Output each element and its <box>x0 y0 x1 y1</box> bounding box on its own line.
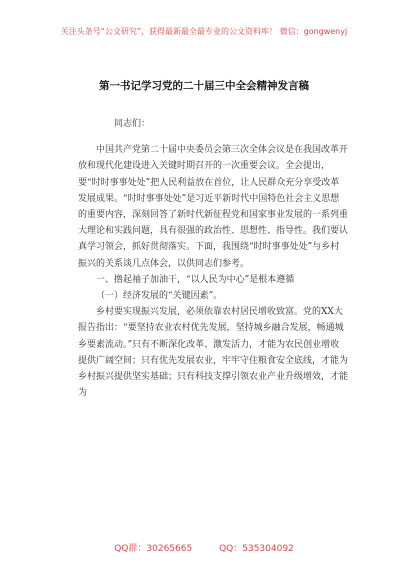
footer <box>0 541 408 554</box>
paragraph: 乡村要实现振兴发展，必须依靠农村居民增收致富。党的XX大报告指出：“要坚持农业农村优先发展，坚持城乡融合发展，畅通城乡要素流动。”只有不断深化改革、激发活力，才能为农民创业增收提供广阔空间；只有优先发展农业，牢牢守住粮食安全底线，才能为乡村振兴提供坚实基础；只有科技支撑引领农业产业升级增效，才能为 <box>78 307 349 399</box>
subsection-heading: （一）经济发展的“关键因素”。 <box>96 291 223 302</box>
header-note: 关注头条号“公文研究”，获得最新最全最专业的公文资料库！ 微信：gongwenyj <box>60 27 348 36</box>
salutation: 同志们： <box>114 119 151 129</box>
footer-qq: QQ：535304092 <box>219 544 294 554</box>
document-body <box>78 116 348 401</box>
section-heading: 一、撸起袖子加油干，“以人民为中心”是根本遵循 <box>96 274 295 285</box>
footer-qq-group: QQ群：30265665 <box>114 544 193 554</box>
paragraph: 中国共产党第二十届中央委员会第三次全体会议是在我国改革开放和现代化建设进入关键时期召开的一次重要会议。全会提出，要“时时事事处处”把人民利益放在首位，让人民群众充分享受改革发展成果。“时时事事处处”是习近平新时代中国特色社会主义思想的重要内容，深刻回答了新时代新征程党和国家事业发展的一系列重大理论和实践问题，具有很强的政治性、思想性、指导性。我们要认真学习领会，抓好贯彻落实。下面，我围绕“时时事事处处”与乡村振兴的关系谈几点体会，以供同志们参考。 <box>78 145 349 269</box>
document-title: 第一书记学习党的二十届三中全会精神发言稿 <box>99 80 309 92</box>
